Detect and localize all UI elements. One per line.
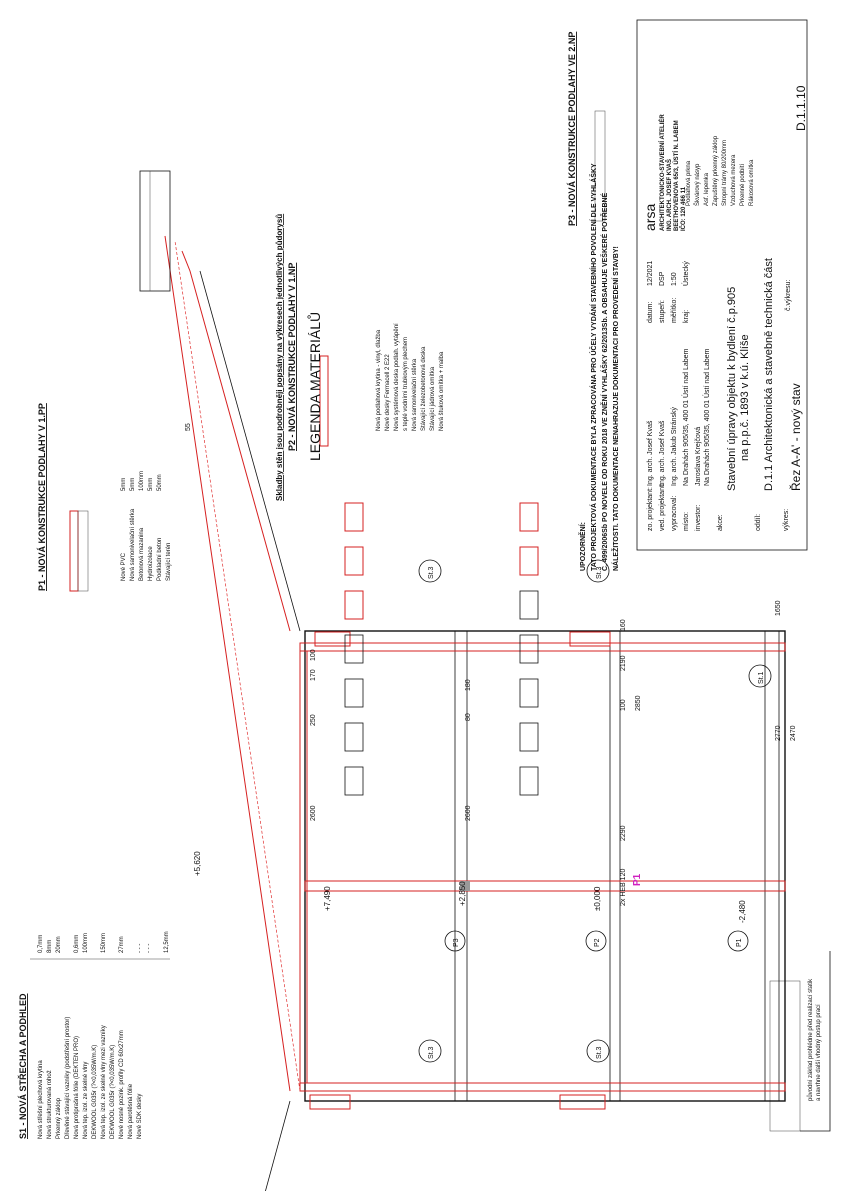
p1-layer: Podkladní beton [157,537,163,581]
dim: 2770 [775,725,782,741]
p2-layer: Nová samonivelační stěrka [412,358,418,431]
warning [578,163,620,571]
p3-layer: Vzduchová mezera [731,154,737,206]
p3-layer: Podlahová prkna [686,160,692,206]
p1-layer: Stávající terén [166,542,172,581]
p3-title: P3 - NOVÁ KONSTRUKCE PODLAHY VE 2.NP [567,31,577,226]
p2-layer: Nová štuková omítka + malba [439,351,445,431]
s1-layer: DEKWOOL G035r (?<0,035W/m.K) [110,1044,116,1139]
p2-layer: Nové desky Fermacell 2 E22 [385,354,391,431]
legend-note: Skladby stěn jsou podrobněji popsány na výkresech jednotlivých půdorysů [275,213,284,501]
s1-layer: Nové SDK desky [137,1093,143,1139]
p3-layer: Škvárový násyp [695,163,701,206]
tb-label: ved. projektant: [659,483,666,531]
p1-thickness: 5mm [148,477,154,491]
level: +7,490 [323,886,332,911]
s1-thickness: 150mm [101,932,107,953]
s1-title: S1 - NOVÁ STŘECHA A PODHLED [18,993,28,1139]
s1-layer: Nová protiprašná fólie (DEKTEN PRO) [74,1035,80,1139]
firm-line: ING. ARCH. JOSEF KVAŠ [667,158,673,231]
dim: 2470 [790,725,797,741]
mark-p1-magenta: P1 [632,873,643,886]
firm-line: BEETHOVENOVA 65/3, ÚSTÍ N. LABEM [674,120,680,231]
tb-value: Na Drahách 905/35, 400 01 Ústí nad Labem [683,348,690,486]
drawing-name: Řez A-A' - nový stav [789,383,803,491]
p3-layer: Rákosová omítka [749,159,755,206]
warning-head: UPOZORNĚNÍ: [580,522,587,571]
tb-value: 12/2021 [647,260,654,286]
tb-label: místo: [683,511,690,531]
warning-line: NÁLEŽITOSTI. TATO DOKUMENTACE NENAHRAZUJE DOKUMENTACI PRO PROVEDENÍ STAVBY! [613,246,620,571]
p1-layer: Nová samonivelační stěrka [130,508,136,581]
level: -2,480 [738,900,747,923]
foundation-note: a navrhne další vhodný postup prací [816,1004,822,1101]
p2-layer: Nová systémová deska podlah. vytápění [394,323,400,431]
s1-thickness: 0,7mm [38,934,44,953]
tb-value: Ing. arch. Josef Kvaš [659,420,666,486]
p1-thickness: 5mm [121,477,127,491]
dim: 160 [620,619,627,631]
tb-label: zo. projektant: [647,487,654,531]
dim: 55 [185,423,192,431]
p3-layer: Prkenné podbití [740,163,746,206]
tb-label: akce: [717,514,724,531]
p2-layer: Stávající jádrová omítka [430,366,436,431]
tb-label: vypracoval: [671,495,678,531]
mark-st3: St.3 [596,1046,603,1059]
s1-layer: Dřevěné stávající vazníky (podstřešní prostor) [65,1016,71,1139]
tb-label: stupeň: [659,300,666,323]
s1-layer: DEKWOOL G035r (?<0,035W/m.K) [92,1044,98,1139]
s1-thickness: 20mm [56,936,62,953]
tb-label: měřítko: [671,297,678,323]
level: ±0,000 [593,886,602,911]
tb-label: investor: [695,504,702,531]
project-name: na p.p.č. 1893 v k.ú. Klíše [739,334,751,461]
tb-value: Na Drahách 905/35, 400 01 Ústí nad Labem [704,348,711,486]
beam-label: 2x HEB 120 [620,868,627,906]
p2-layer: Stávající železobetonová deska [421,346,427,431]
dim: 100 [310,649,317,661]
legend-title: LEGENDA MATERIÁLŮ [307,311,323,461]
tb-label: datum: [647,301,654,323]
p1-thickness: 50mm [157,474,163,491]
p2-layer: Nová podlahová krytina - vinyl, dlažba [376,329,382,431]
s1-layers [38,1017,143,1139]
tb-label: oddíl: [755,513,762,531]
foundation-note: původní základ prohlédne před realizací statik [808,978,814,1101]
s1-layer: Nová parotěsná fólie [128,1083,134,1139]
s1-thickness: 27mm [119,936,125,953]
s1-thickness: - - - [137,943,143,953]
s1-thickness: 8mm [47,939,53,953]
warning-line: Č. 499/2006Sb PO NOVELE OD ROKU 2018 VE ZNĚNÍ VYHLÁŠKY 62/2013Sb. A OBSAHUJE VEŠKERÉ POTŘEBNÉ [602,192,609,571]
title-block [637,20,808,550]
dim: 2290 [620,825,627,841]
p3-layer: Zapuštěný prkenný záklop [713,135,719,206]
p1-title: P1 - NOVÁ KONSTRUKCE PODLAHY V 1.PP [37,403,47,591]
dim: 100 [620,699,627,711]
legend [275,214,538,795]
mark-st3: St.3 [596,566,603,579]
p1-layer: Nové PVC [121,552,127,581]
section-s1 [17,931,170,1139]
tb-label: č.výkresu: [785,279,792,311]
s1-thicknesses [38,931,170,953]
project-name: Stavební úpravy objektu k bydlení č.p.905 [726,286,738,491]
dim: 2850 [635,695,642,711]
dim: 2600 [310,805,317,821]
dim: 1650 [775,600,782,616]
s1-thickness: 0,6mm [74,934,80,953]
tb-label: výkres: [783,508,790,531]
s1-layer: Nová tep. izol. ze skelné vlny [83,1061,89,1139]
p3-layer: Asf. lepenka [704,172,710,206]
mark-st3: St.3 [428,1046,435,1059]
p1-thickness: 5mm [130,477,136,491]
level: +2,850 [458,881,467,906]
tb-value: Jaroslava Krejčová [695,426,702,486]
drawing-number: D.1.1.10 [794,85,808,131]
tb-label: kraj: [683,309,690,323]
tb-value: Ústecký [683,261,690,286]
s1-layer: Prkenný záklop [56,1097,62,1139]
s1-thickness: 12,5mm [164,931,170,953]
mark-p3: P3 [453,938,460,947]
s1-layer: Nové nosné pozink. profily CD 60x27mm [119,1030,125,1139]
s1-layer: Nová strukturovaná rohož [47,1070,53,1139]
p1-thickness: 100mm [139,470,145,491]
dim: 170 [310,669,317,681]
section-p1 [37,403,172,591]
p2-layer: s teplé vodními trubkovým plechem [403,336,409,431]
firm-line: IČO: 120 466 11 [681,186,687,231]
dim: 2600 [465,805,472,821]
p2-title: P2 - NOVÁ KONSTRUKCE PODLAHY V 1.NP [287,262,297,451]
s1-thickness: 100mm [83,932,89,953]
level: +5,620 [193,851,202,876]
warning-line: TATO PROJEKTOVÁ DOKUMENTACE BYLA ZPRACOVÁNA PRO ÚČELY VYDÁNÍ STAVEBNÍHO POVOLENÍ DLE VYHLÁŠKY [591,163,598,571]
dim: 250 [310,714,317,726]
firm-line: ARCHITEKTONICKO-STAVEBNÍ ATELIÉR [660,114,666,231]
section-name: D.1.1 Architektonická a stavebně technická část [763,258,775,491]
p1-layer: Hydroizolace [148,546,154,581]
tb-value: Ing. arch. Jakub Stránský [671,407,678,486]
mark-p1: P1 [736,938,743,947]
dim: 2190 [620,655,627,671]
tb-value: 1:50 [671,272,678,286]
s1-layer: Nová střešní plechová krytina [38,1060,44,1139]
mark-st1: St.1 [758,671,765,684]
mark-st3: St.3 [428,566,435,579]
tb-value: DSP [659,271,666,286]
mark-p2: P2 [594,938,601,947]
p3-layer: Stropní trámy 80/200mm [722,139,728,206]
tb-value: Ing. arch. Josef Kvaš [647,420,654,486]
s1-thickness: - - - [146,943,152,953]
firm-logo: arsa [642,203,658,231]
p1-layer: Betonová mazanina [139,527,145,581]
dim: 80 [465,713,472,721]
dim: 180 [465,679,472,691]
s1-layer: Nová tep. izol. ze skelné vlny mezi vazníky [101,1025,107,1139]
